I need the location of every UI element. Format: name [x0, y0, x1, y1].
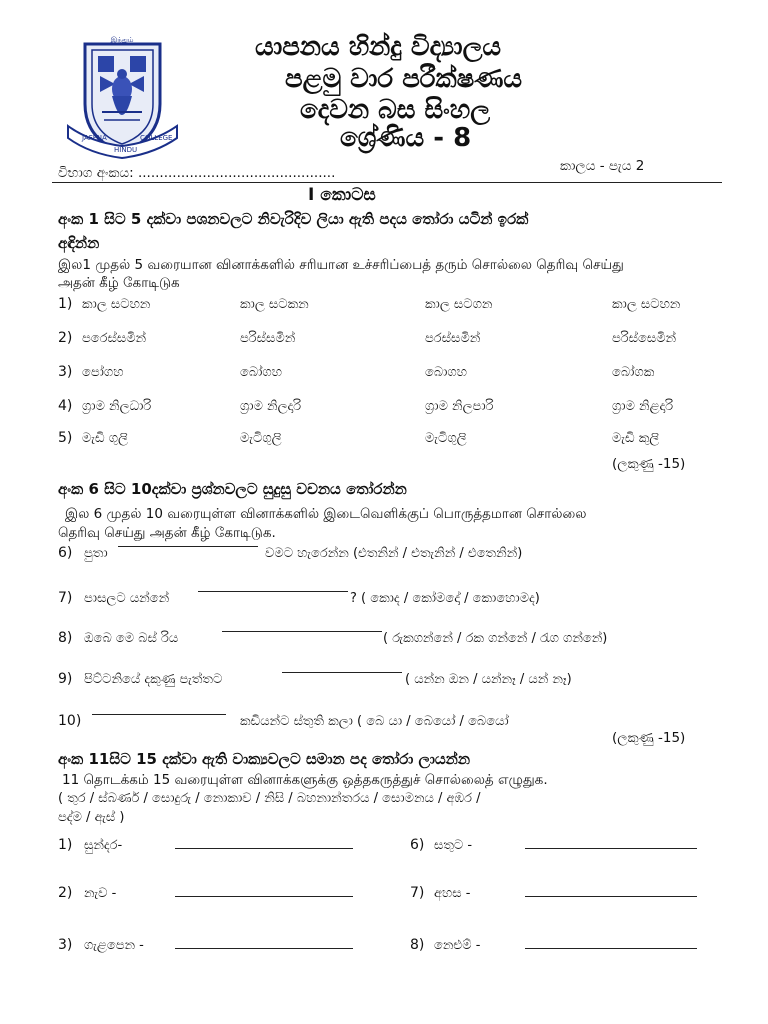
- option-text: කාල සටකන: [240, 297, 309, 312]
- word-bank-line-1: ( තුර / ස්බර්ණ / සොදුරු / නොකාව / නිසි / බහනාන්තරය / සොමනය / අඹර /: [58, 791, 481, 806]
- svg-text:இந்தும்: இந்தும்: [110, 36, 134, 44]
- sentence-end: ? ( කොද / කෝමදෝ / කොහොමද): [350, 591, 540, 606]
- question-number: 3): [58, 364, 73, 380]
- option-text: බොගහ: [425, 365, 467, 380]
- index-number-label: විභාග අංකය: ..............................................: [58, 165, 336, 181]
- option-text: පරිස්සෙමින්: [612, 331, 677, 346]
- word-label: නැව -: [84, 886, 117, 901]
- blank-line[interactable]: [198, 591, 348, 592]
- answer-line[interactable]: [175, 848, 353, 849]
- option-text: මැඩි ගුලි: [82, 431, 128, 446]
- sentence-end: ( රුකගන්නේ / රක ගන්නේ / රැග ගන්නේ): [383, 631, 608, 646]
- option-text: බෝගහ: [240, 365, 282, 380]
- blank-line[interactable]: [222, 631, 382, 632]
- option-text: පරස්සමින්: [425, 331, 481, 346]
- question-number: 8): [58, 630, 73, 646]
- option-text: කාල සටහන: [82, 297, 151, 312]
- blank-line[interactable]: [282, 672, 402, 673]
- sentence-end: කඩියන්ට ස්තුති කලා ( බෙ යා / බෙයෝ / බෙයෝ: [240, 714, 509, 729]
- sentence-end: වමට හැරෙන්න (එතනින් / එතැනින් / එතෙනින්): [265, 546, 523, 561]
- question-number: 4): [58, 398, 73, 414]
- part2-instruction-ta-1: இல 6 முதல் 10 வரையுள்ள வினாக்களில் இடைவெளிக்குப் பொருத்தமான சொல்லை: [65, 506, 587, 522]
- part3-instruction-si: අංක 11සිට 15 දක්වා ඇති වාක්‍යවලට සමාන පද තෝරා ලායන්න: [58, 750, 471, 768]
- sentence-start: පාසලට යන්නේ: [84, 591, 170, 606]
- school-crest: [60, 34, 185, 164]
- exam-title: පළමු වාර පරීක්ෂණය: [285, 64, 523, 94]
- word-label: ගැළපෙන -: [84, 938, 144, 953]
- option-text: කාල සටගන: [425, 297, 493, 312]
- part1-instruction-si-1: අංක 1 සිට 5 දක්වා පශනවලට නිවැරිදිව ලියා ඇති පදය තෝරා යටින් ඉරක්: [58, 210, 529, 228]
- option-text: ග්‍රාම නිලපාරි: [425, 399, 494, 414]
- part3-instruction-ta: 11 தொடக்கம் 15 வரையுள்ள வினாக்களுக்கு ஒத்தகருத்துச் சொல்லைத் எழுதுக.: [62, 772, 548, 788]
- part1-instruction-ta-2: அதன் கீழ் கோடிடுக: [58, 275, 180, 291]
- subject-title: දෙවන බස සිංහල: [300, 95, 491, 125]
- option-text: ග්‍රාම නිලධාරි: [82, 399, 152, 414]
- blank-line[interactable]: [92, 714, 226, 715]
- option-text: ග්‍රාම නිලදාරි: [240, 399, 302, 414]
- answer-line[interactable]: [525, 948, 697, 949]
- word-label: සුන්දර-: [84, 838, 123, 853]
- answer-line[interactable]: [525, 896, 697, 897]
- question-number: 3): [58, 937, 73, 953]
- option-text: බෝගක: [612, 365, 655, 380]
- option-text: මැටිගුලි: [240, 431, 282, 446]
- option-text: ග්‍රාම නිළදාරි: [612, 399, 674, 414]
- header-divider: [52, 182, 722, 183]
- option-text: පරෙස්සමින්: [82, 331, 147, 346]
- question-number: 2): [58, 885, 73, 901]
- question-number: 7): [410, 885, 425, 901]
- question-number: 2): [58, 330, 73, 346]
- school-name: යාපනය හින්දු විද්‍යාලය: [255, 32, 502, 62]
- option-text: මැඩි කුලි: [612, 431, 660, 446]
- question-number: 8): [410, 937, 425, 953]
- question-number: 6): [58, 545, 73, 561]
- answer-line[interactable]: [175, 896, 353, 897]
- part1-instruction-si-2: අඳින්න: [58, 234, 100, 252]
- word-label: සතුට -: [434, 838, 473, 853]
- svg-text:COLLEGE: COLLEGE: [140, 134, 173, 142]
- grade-title: ශ්‍රේණිය - 8: [340, 123, 472, 153]
- sentence-end: ( යන්න ඔන / යන්නෑ / යන් නෑ): [405, 672, 572, 687]
- word-bank-line-2: පද්ම / ඇස් ): [58, 810, 125, 825]
- word-label: නෙළුම් -: [434, 938, 481, 953]
- option-text: පරිස්සමින්: [240, 331, 296, 346]
- question-number: 6): [410, 837, 425, 853]
- part1-marks: (ලකුණු -15): [612, 456, 686, 472]
- part2-instruction-si: අංක 6 සිට 10දක්වා ප්‍රශ්නවලට සුදුසු වචනය තෝරන්න: [58, 480, 407, 498]
- svg-text:JAFFNA: JAFFNA: [82, 134, 107, 142]
- question-number: 1): [58, 837, 73, 853]
- question-number: 5): [58, 430, 73, 446]
- sentence-start: පුතා: [84, 546, 108, 561]
- time-label: කාලය - පැය 2: [560, 158, 645, 174]
- option-text: මැටිගුලි: [425, 431, 467, 446]
- question-number: 7): [58, 590, 73, 606]
- part1-instruction-ta-1: இல1 முதல் 5 வரையான வினாக்களில் சரியான உச்சரிப்பைத் தரும் சொல்லை தெரிவு செய்து: [58, 257, 624, 273]
- part2-marks: (ලකුණු -15): [612, 730, 686, 746]
- svg-text:HINDU: HINDU: [114, 146, 138, 154]
- part2-instruction-ta-2: தெரிவு செய்து அதன் கீழ் கோடிடுக.: [58, 525, 276, 541]
- question-number: 9): [58, 671, 73, 687]
- sentence-start: ඔබෙ මෙ බස් රිය: [84, 631, 179, 646]
- word-label: අහස -: [434, 886, 471, 901]
- part1-title: I කොටස: [308, 185, 376, 205]
- answer-line[interactable]: [175, 948, 353, 949]
- blank-line[interactable]: [118, 546, 258, 547]
- question-number: 1): [58, 296, 73, 312]
- answer-line[interactable]: [525, 848, 697, 849]
- crest-icon: [60, 34, 185, 164]
- option-text: පෝගහ: [82, 365, 124, 380]
- sentence-start: පිට්ටනියේ දකුණු පැත්තට: [84, 672, 223, 687]
- question-number: 10): [58, 713, 82, 729]
- option-text: කාල සටහන: [612, 297, 681, 312]
